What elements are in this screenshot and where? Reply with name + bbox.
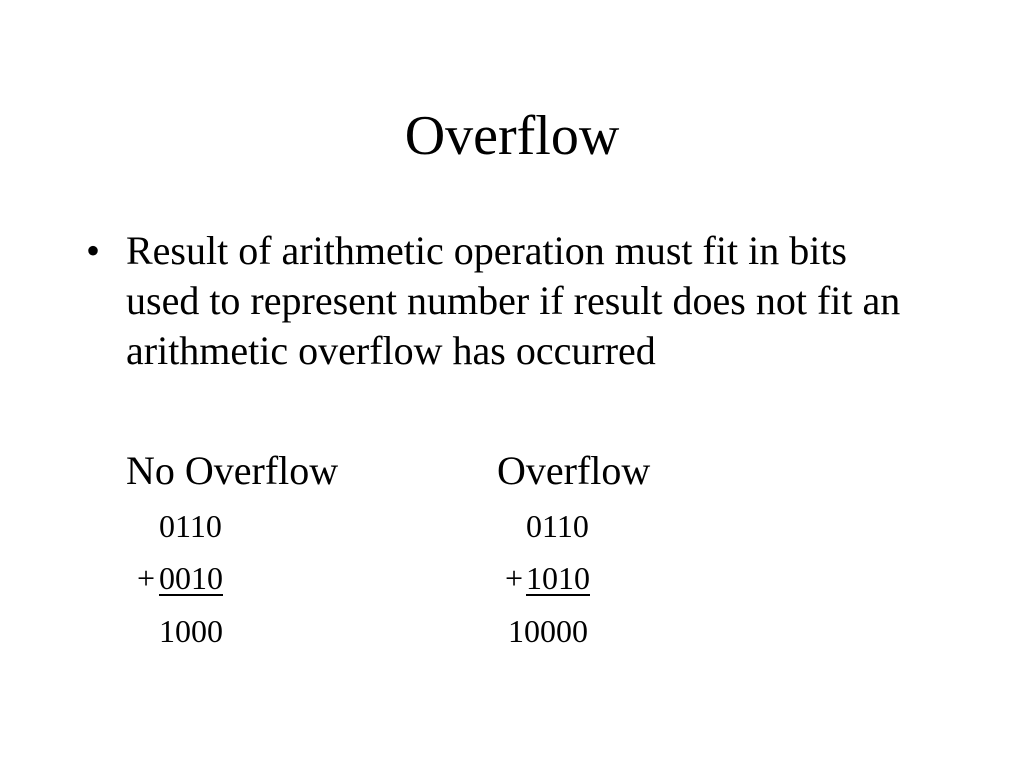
no-overflow-operand-2: 0010 <box>159 560 223 596</box>
bullet-dot-icon: • <box>86 228 101 273</box>
overflow-operator: + <box>505 560 524 596</box>
overflow-result: 10000 <box>508 613 588 649</box>
no-overflow-result: 1000 <box>159 613 223 649</box>
overflow-header: Overflow <box>497 448 651 493</box>
slide-title: Overflow <box>404 105 620 167</box>
overflow-operand-2: 1010 <box>526 560 590 596</box>
bullet-text: Result of arithmetic operation must fit in bits used to represent number if result does not fit an arithmetic overflow has occurred <box>126 228 901 373</box>
no-overflow-operator: + <box>137 560 156 596</box>
overflow-operand-1: 0110 <box>526 508 589 544</box>
no-overflow-header: No Overflow <box>126 448 339 493</box>
no-overflow-operand-1: 0110 <box>159 508 222 544</box>
